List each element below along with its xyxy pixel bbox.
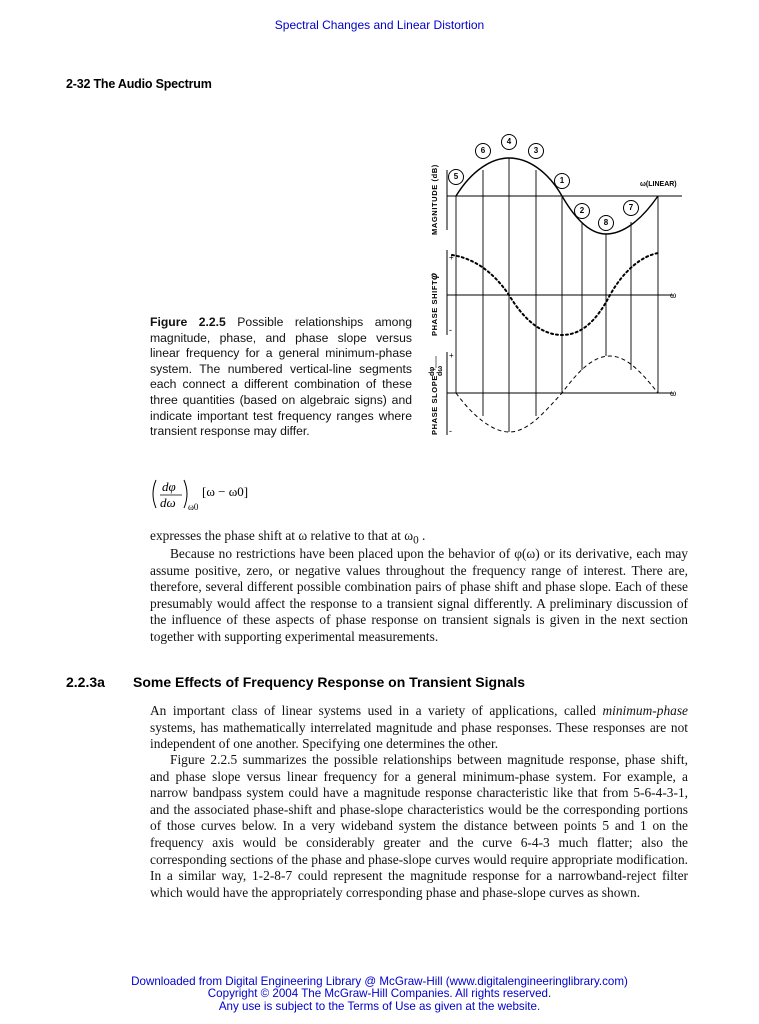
p2-text-a: An important class of linear systems used in a variety of applications, called xyxy=(150,703,603,718)
equation xyxy=(150,476,260,512)
p1-omega: ω xyxy=(298,528,308,543)
point-3-marker: 3 xyxy=(528,143,544,159)
section-number: 2.2.3a xyxy=(66,674,105,690)
eq-subscript: ω0 xyxy=(188,502,199,512)
p1-phi: φ(ω) xyxy=(514,546,540,561)
footer-line-1[interactable]: Downloaded from Digital Engineering Library @ McGraw-Hill (www.digitalengineeringlibrary.com) xyxy=(131,975,628,988)
page-header: 2-32 The Audio Spectrum xyxy=(66,77,212,91)
point-2-marker: 2 xyxy=(574,203,590,219)
phase-shift-symbol: φ xyxy=(429,272,440,280)
p2-text-b: systems, has mathematically interrelated magnitude and phase responses. These responses are not independent of one another. Specifying one determines the other. xyxy=(150,719,688,752)
footer-line-3[interactable]: Any use is subject to the Terms of Use as given at the website. xyxy=(218,999,541,1013)
running-head: Spectral Changes and Linear Distortion xyxy=(274,18,485,32)
point-7-marker: 7 xyxy=(623,200,639,216)
point-8-marker: 8 xyxy=(598,215,614,231)
eq-denominator: dω xyxy=(160,495,176,510)
p1-text-b: relative to that at xyxy=(307,528,405,543)
point-5-marker: 5 xyxy=(448,169,464,185)
paragraph-1 xyxy=(150,546,688,646)
phase-plus-sign: + xyxy=(449,253,454,262)
point-1-marker: 1 xyxy=(554,173,570,189)
point-6-marker: 6 xyxy=(475,143,491,159)
p1-rest-b: or its derivative, each may assume positive, zero, or negative values throughout the frequency range of interest. There are, therefore, several different possible combination pairs of phase shift and phase slope. Each of these presumably would affect the response to a transient signal differently. A preliminary discussion of the influence of these aspects of phase response on transient signals is given in the next section together with supporting experimental measurements. xyxy=(150,546,688,644)
p1-rest-a: Because no restrictions have been placed upon the behavior of xyxy=(170,546,515,561)
footer-line-2: Copyright © 2004 The McGraw-Hill Companies. All rights reserved. xyxy=(207,987,552,1001)
section-title: Some Effects of Frequency Response on Transient Signals xyxy=(133,674,526,690)
paragraph-3: Figure 2.2.5 summarizes the possible relationships between magnitude response, phase shift, and phase slope versus linear frequency for a general minimum-phase system. For example, a narrow bandpass system could have a magnitude response characteristic like that from 5-6-4-3-1, and the associated phase-shift and phase-slope characteristics would be the corresponding portions of those curves below. In a very wideband system the distance between points 5 and 1 on the frequency axis would be considerably greater and the curve 6-4-3 much flatter; also the corresponding sections of the phase and phase-slope curves would require appropriate modification. In a similar way, 1-2-8-7 could represent the magnitude response for a narrowband-reject filter which would have the appropriately corresponding phase and phase-slope curves as shown. xyxy=(150,752,688,900)
eq-bracket: [ω − ω0] xyxy=(202,484,249,499)
equation-svg xyxy=(150,476,260,516)
eq-numerator: dφ xyxy=(162,479,176,494)
phase-shift-axis-label: PHASE SHIFT xyxy=(430,279,439,336)
phase-minus-sign: - xyxy=(449,325,452,335)
p1-text-a: expresses the phase shift at xyxy=(150,528,299,543)
slope-minus-sign: - xyxy=(449,426,452,436)
slope-plus-sign: + xyxy=(449,351,454,360)
figure-caption xyxy=(150,315,412,440)
phase-slope-den: dω xyxy=(437,365,444,376)
p2-emphasis: minimum-phase xyxy=(602,703,688,718)
phase-omega-label: ω xyxy=(670,291,677,300)
phase-slope-num: dφ xyxy=(429,366,436,376)
p1-omega0: ω xyxy=(404,528,414,543)
phase-slope-curve xyxy=(456,356,658,432)
p1-sub: 0 xyxy=(413,534,419,547)
slope-omega-label: ω xyxy=(670,389,677,398)
linear-axis-label: ω(LINEAR) xyxy=(640,181,677,188)
figure-2-2-5 xyxy=(412,130,702,440)
point-4-marker: 4 xyxy=(501,134,517,150)
footer xyxy=(0,976,759,1013)
figure-caption-label: Figure 2.2.5 xyxy=(150,315,226,329)
magnitude-axis-label: MAGNITUDE (dB) xyxy=(430,164,439,235)
figure-caption-text: Possible relationships among magnitude, phase, and phase slope versus linear frequency for a general minimum-phase system. The numbered vertical-line segments each connect a different combination of these three quantities (based on algebraic signs) and indicate important test frequency ranges where transient response may differ. xyxy=(150,315,412,439)
phase-slope-axis-label: PHASE SLOPE xyxy=(430,375,439,435)
p1-end: . xyxy=(418,528,426,543)
paragraph-2 xyxy=(150,703,688,753)
